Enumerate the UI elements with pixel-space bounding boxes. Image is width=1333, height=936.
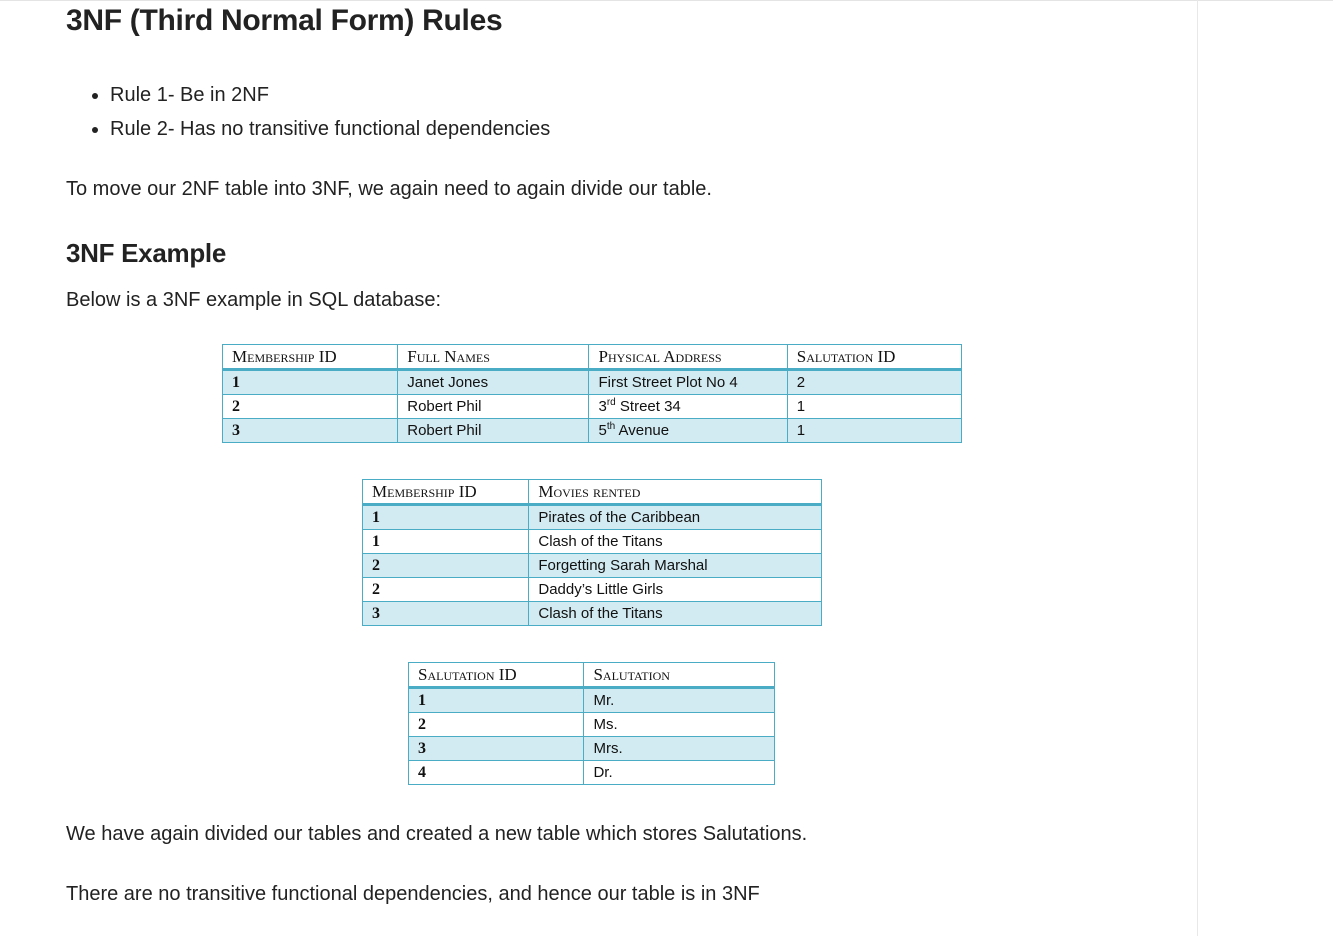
table-cell: 2 — [363, 578, 529, 602]
table-cell: Dr. — [584, 761, 775, 785]
table-cell: 2 — [787, 370, 961, 395]
salutations-table — [408, 662, 775, 785]
table-cell: Janet Jones — [398, 370, 589, 395]
table-cell: 1 — [363, 530, 529, 554]
example-intro-paragraph: Below is a 3NF example in SQL database: — [66, 289, 442, 311]
table-cell: 3 — [409, 737, 584, 761]
top-border — [0, 0, 1333, 1]
table-cell: 2 — [363, 554, 529, 578]
table-cell: Mr. — [584, 688, 775, 713]
table-cell: 1 — [363, 505, 529, 530]
table-cell: 3 — [223, 419, 398, 443]
table-cell: Daddy’s Little Girls — [529, 578, 822, 602]
column-header: Movies rented — [529, 480, 822, 505]
rule-item: • Rule 2- Has no transitive functional dependencies — [110, 112, 550, 146]
table-cell: 3 — [363, 602, 529, 626]
table-row — [363, 554, 822, 578]
column-header: Membership ID — [363, 480, 529, 505]
table-row — [223, 370, 962, 395]
conclusion-paragraph-1: We have again divided our tables and created a new table which stores Salutations. — [66, 823, 808, 845]
sidebar-divider — [1197, 0, 1198, 936]
table-cell: 1 — [787, 395, 961, 419]
example-heading: 3NF Example — [66, 238, 226, 268]
table-cell: 1 — [223, 370, 398, 395]
table-row — [409, 688, 775, 713]
table-row — [363, 505, 822, 530]
table-row — [409, 713, 775, 737]
conclusion-paragraph-2: There are no transitive functional dependencies, and hence our table is in 3NF — [66, 883, 760, 905]
table-cell: Robert Phil — [398, 395, 589, 419]
page-title: 3NF (Third Normal Form) Rules — [66, 4, 503, 37]
table-cell: 2 — [409, 713, 584, 737]
table-row — [409, 761, 775, 785]
table-cell: Mrs. — [584, 737, 775, 761]
column-header: Full Names — [398, 345, 589, 370]
table-row — [223, 419, 962, 443]
table-row — [409, 737, 775, 761]
table-cell: 1 — [787, 419, 961, 443]
table-cell: Clash of the Titans — [529, 602, 822, 626]
table-cell: 1 — [409, 688, 584, 713]
table-row — [363, 578, 822, 602]
table-cell: Robert Phil — [398, 419, 589, 443]
table-row — [363, 530, 822, 554]
table-row — [363, 602, 822, 626]
table-cell: Forgetting Sarah Marshal — [529, 554, 822, 578]
column-header: Salutation — [584, 663, 775, 688]
movies-rented-table — [362, 479, 822, 626]
table-cell: 5th Avenue — [589, 419, 787, 443]
column-header: Salutation ID — [787, 345, 961, 370]
intro-paragraph: To move our 2NF table into 3NF, we again need to again divide our table. — [66, 178, 712, 200]
members-table — [222, 344, 962, 443]
table-cell: Clash of the Titans — [529, 530, 822, 554]
rules-list — [88, 78, 550, 146]
table-cell: First Street Plot No 4 — [589, 370, 787, 395]
column-header: Membership ID — [223, 345, 398, 370]
table-cell: 2 — [223, 395, 398, 419]
table-cell: Pirates of the Caribbean — [529, 505, 822, 530]
column-header: Physical Address — [589, 345, 787, 370]
rule-item: • Rule 1- Be in 2NF — [110, 78, 550, 112]
table-cell: 4 — [409, 761, 584, 785]
table-cell: Ms. — [584, 713, 775, 737]
table-row — [223, 395, 962, 419]
table-cell: 3rd Street 34 — [589, 395, 787, 419]
column-header: Salutation ID — [409, 663, 584, 688]
